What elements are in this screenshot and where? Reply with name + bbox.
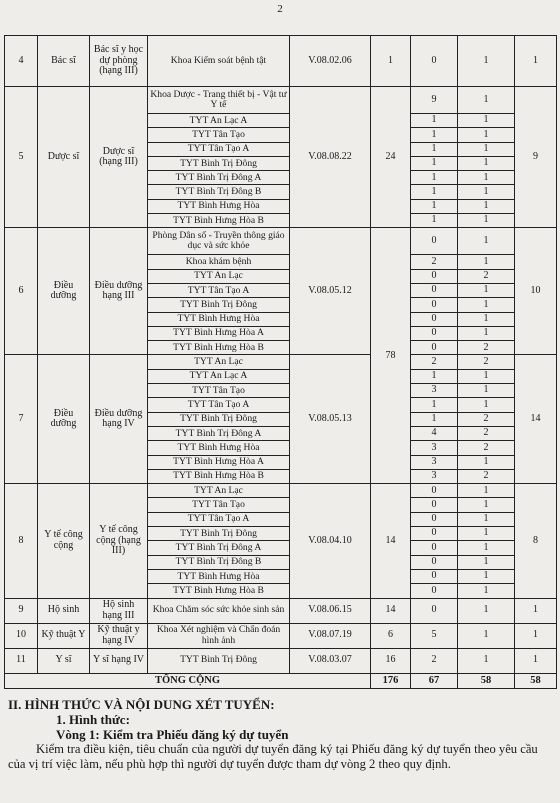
current-count: 1	[411, 369, 458, 383]
need-count: 1	[458, 384, 515, 398]
unit-name: Phòng Dân số - Truyền thông giáo dục và sức khỏe	[148, 228, 290, 255]
unit-name: TYT An Lạc	[148, 484, 290, 498]
demand-count: 78	[371, 228, 411, 484]
current-count: 0	[411, 341, 458, 355]
current-count: 0	[411, 228, 458, 255]
unit-name: TYT Tân Tạo A	[148, 142, 290, 156]
group-need-count: 8	[515, 484, 557, 598]
group-need-count: 1	[515, 648, 557, 673]
total-label: TỔNG CỘNG	[5, 673, 371, 688]
job-code: V.08.02.06	[290, 36, 371, 87]
round-description: Kiểm tra điều kiện, tiêu chuẩn của người dự tuyển đăng ký tại Phiếu đăng ký dự tuyển theo yêu cầu của vị trí việc làm, nếu phù hợp thì người dự tuyển được tham dự vòng 2 theo quy định.	[8, 742, 538, 772]
current-count: 4	[411, 426, 458, 440]
job-rank: Y tế công cộng (hạng III)	[90, 484, 148, 598]
unit-name: Khoa Kiểm soát bệnh tật	[148, 36, 290, 87]
unit-name: TYT Bình Hưng Hòa B	[148, 214, 290, 228]
unit-name: TYT Bình Hưng Hòa	[148, 441, 290, 455]
recruitment-table	[4, 35, 557, 689]
current-count: 3	[411, 455, 458, 469]
job-code: V.08.05.12	[290, 228, 371, 355]
unit-name: TYT Bình Trị Đông B	[148, 185, 290, 199]
unit-name: Khoa khám bệnh	[148, 255, 290, 269]
row-number: 4	[5, 36, 38, 87]
need-count: 2	[458, 469, 515, 483]
table-row	[5, 623, 557, 648]
job-title: Điều dưỡng	[38, 355, 90, 484]
page-number: 2	[277, 3, 283, 15]
unit-name: TYT Bình Trị Đông A	[148, 541, 290, 555]
unit-name: TYT Bình Trị Đông A	[148, 171, 290, 185]
current-count: 0	[411, 555, 458, 569]
current-count: 1	[411, 142, 458, 156]
row-number: 9	[5, 598, 38, 623]
current-count: 9	[411, 87, 458, 114]
current-count: 0	[411, 541, 458, 555]
unit-name: TYT Tân Tạo A	[148, 398, 290, 412]
demand-count: 6	[371, 623, 411, 648]
need-count: 1	[458, 87, 515, 114]
group-need-count: 1	[515, 598, 557, 623]
need-count: 1	[458, 312, 515, 326]
unit-name: TYT An Lạc	[148, 269, 290, 283]
need-count: 2	[458, 441, 515, 455]
group-need-count: 10	[515, 228, 557, 355]
need-count: 1	[458, 484, 515, 498]
need-count: 1	[458, 255, 515, 269]
group-need-count: 1	[515, 623, 557, 648]
need-count: 1	[458, 398, 515, 412]
current-count: 1	[411, 398, 458, 412]
need-count: 1	[458, 228, 515, 255]
current-count: 1	[411, 214, 458, 228]
unit-name: TYT Bình Hưng Hòa	[148, 199, 290, 213]
unit-name: TYT Bình Trị Đông	[148, 298, 290, 312]
need-count: 1	[458, 185, 515, 199]
current-count: 0	[411, 312, 458, 326]
current-count: 0	[411, 298, 458, 312]
current-count: 0	[411, 36, 458, 87]
current-count: 0	[411, 283, 458, 297]
need-count: 1	[458, 298, 515, 312]
current-count: 0	[411, 484, 458, 498]
need-count: 1	[458, 623, 515, 648]
group-need-count: 9	[515, 87, 557, 228]
need-count: 1	[458, 455, 515, 469]
job-code: V.08.06.15	[290, 598, 371, 623]
group-need-count: 14	[515, 355, 557, 484]
job-code: V.08.03.07	[290, 648, 371, 673]
job-code: V.08.05.13	[290, 355, 371, 484]
need-count: 1	[458, 171, 515, 185]
current-count: 0	[411, 498, 458, 512]
job-title: Y tế công cộng	[38, 484, 90, 598]
table-row	[5, 648, 557, 673]
need-count: 2	[458, 412, 515, 426]
demand-count: 24	[371, 87, 411, 228]
current-count: 2	[411, 355, 458, 369]
demand-count: 1	[371, 36, 411, 87]
need-count: 1	[458, 541, 515, 555]
table-row	[5, 87, 557, 114]
need-count: 1	[458, 156, 515, 170]
need-count: 1	[458, 326, 515, 340]
unit-name: TYT Bình Trị Đông	[148, 527, 290, 541]
row-number: 10	[5, 623, 38, 648]
round-heading: Vòng 1: Kiểm tra Phiếu đăng ký dự tuyển	[56, 727, 289, 742]
total-group-need: 58	[515, 673, 557, 688]
total-current: 67	[411, 673, 458, 688]
job-rank: Dược sĩ (hạng III)	[90, 87, 148, 228]
unit-name: TYT Bình Hưng Hòa B	[148, 341, 290, 355]
need-count: 1	[458, 128, 515, 142]
current-count: 2	[411, 648, 458, 673]
subsection-heading: 1. Hình thức:	[56, 712, 130, 727]
unit-name: TYT Bình Trị Đông	[148, 412, 290, 426]
unit-name: TYT Bình Trị Đông	[148, 648, 290, 673]
need-count: 1	[458, 648, 515, 673]
need-count: 2	[458, 269, 515, 283]
total-demand: 176	[371, 673, 411, 688]
job-rank: Bác sĩ y học dự phòng (hạng III)	[90, 36, 148, 87]
need-count: 1	[458, 598, 515, 623]
unit-name: TYT An Lạc A	[148, 369, 290, 383]
current-count: 3	[411, 441, 458, 455]
unit-name: TYT Bình Hưng Hòa A	[148, 455, 290, 469]
job-code: V.08.07.19	[290, 623, 371, 648]
table-row	[5, 36, 557, 87]
row-number: 8	[5, 484, 38, 598]
current-count: 1	[411, 199, 458, 213]
unit-name: TYT Bình Hưng Hòa B	[148, 469, 290, 483]
job-code: V.08.04.10	[290, 484, 371, 598]
need-count: 1	[458, 114, 515, 128]
current-count: 3	[411, 384, 458, 398]
current-count: 0	[411, 326, 458, 340]
unit-name: TYT Bình Hưng Hòa	[148, 569, 290, 583]
demand-count: 14	[371, 598, 411, 623]
current-count: 0	[411, 569, 458, 583]
need-count: 1	[458, 199, 515, 213]
total-need: 58	[458, 673, 515, 688]
need-count: 2	[458, 426, 515, 440]
current-count: 0	[411, 512, 458, 526]
need-count: 1	[458, 214, 515, 228]
job-title: Bác sĩ	[38, 36, 90, 87]
unit-name: TYT Bình Hưng Hòa B	[148, 584, 290, 598]
unit-name: TYT Tân Tạo	[148, 498, 290, 512]
unit-name: TYT Bình Trị Đông	[148, 156, 290, 170]
row-number: 5	[5, 87, 38, 228]
row-number: 6	[5, 228, 38, 355]
need-count: 1	[458, 36, 515, 87]
current-count: 5	[411, 623, 458, 648]
row-number: 11	[5, 648, 38, 673]
job-title: Y sĩ	[38, 648, 90, 673]
unit-name: TYT An Lạc	[148, 355, 290, 369]
unit-name: TYT Tân Tạo A	[148, 283, 290, 297]
row-number: 7	[5, 355, 38, 484]
unit-name: Khoa Dược - Trang thiết bị - Vật tư Y tế	[148, 87, 290, 114]
current-count: 1	[411, 128, 458, 142]
current-count: 1	[411, 156, 458, 170]
job-title: Hộ sinh	[38, 598, 90, 623]
job-title: Dược sĩ	[38, 87, 90, 228]
job-rank: Y sĩ hạng IV	[90, 648, 148, 673]
table-row	[5, 484, 557, 498]
unit-name: TYT Bình Trị Đông B	[148, 555, 290, 569]
job-rank: Hộ sinh hạng III	[90, 598, 148, 623]
group-need-count: 1	[515, 36, 557, 87]
need-count: 1	[458, 369, 515, 383]
job-code: V.08.08.22	[290, 87, 371, 228]
current-count: 0	[411, 598, 458, 623]
need-count: 1	[458, 584, 515, 598]
total-row	[5, 673, 557, 688]
need-count: 1	[458, 283, 515, 297]
current-count: 3	[411, 469, 458, 483]
need-count: 1	[458, 555, 515, 569]
demand-count: 16	[371, 648, 411, 673]
current-count: 2	[411, 255, 458, 269]
need-count: 1	[458, 527, 515, 541]
section-heading: II. HÌNH THỨC VÀ NỘI DUNG XÉT TUYỂN:	[8, 697, 275, 712]
unit-name: TYT Tân Tạo A	[148, 512, 290, 526]
demand-count: 14	[371, 484, 411, 598]
current-count: 0	[411, 584, 458, 598]
job-rank: Điều dưỡng hạng III	[90, 228, 148, 355]
need-count: 1	[458, 142, 515, 156]
need-count: 1	[458, 512, 515, 526]
unit-name: TYT Bình Hưng Hòa	[148, 312, 290, 326]
current-count: 1	[411, 185, 458, 199]
current-count: 0	[411, 269, 458, 283]
current-count: 1	[411, 412, 458, 426]
current-count: 0	[411, 527, 458, 541]
need-count: 2	[458, 355, 515, 369]
unit-name: TYT Tân Tạo	[148, 384, 290, 398]
unit-name: Khoa Chăm sóc sức khỏe sinh sản	[148, 598, 290, 623]
unit-name: TYT An Lạc A	[148, 114, 290, 128]
need-count: 1	[458, 569, 515, 583]
job-rank: Kỹ thuật y hạng IV	[90, 623, 148, 648]
table-row	[5, 228, 557, 255]
current-count: 1	[411, 171, 458, 185]
job-title: Điều dưỡng	[38, 228, 90, 355]
current-count: 1	[411, 114, 458, 128]
unit-name: Khoa Xét nghiệm và Chẩn đoán hình ảnh	[148, 623, 290, 648]
table-row	[5, 355, 557, 369]
need-count: 1	[458, 498, 515, 512]
unit-name: TYT Bình Trị Đông A	[148, 426, 290, 440]
need-count: 2	[458, 341, 515, 355]
table-row	[5, 598, 557, 623]
unit-name: TYT Tân Tạo	[148, 128, 290, 142]
job-title: Kỹ thuật Y	[38, 623, 90, 648]
unit-name: TYT Bình Hưng Hòa A	[148, 326, 290, 340]
job-rank: Điều dưỡng hạng IV	[90, 355, 148, 484]
